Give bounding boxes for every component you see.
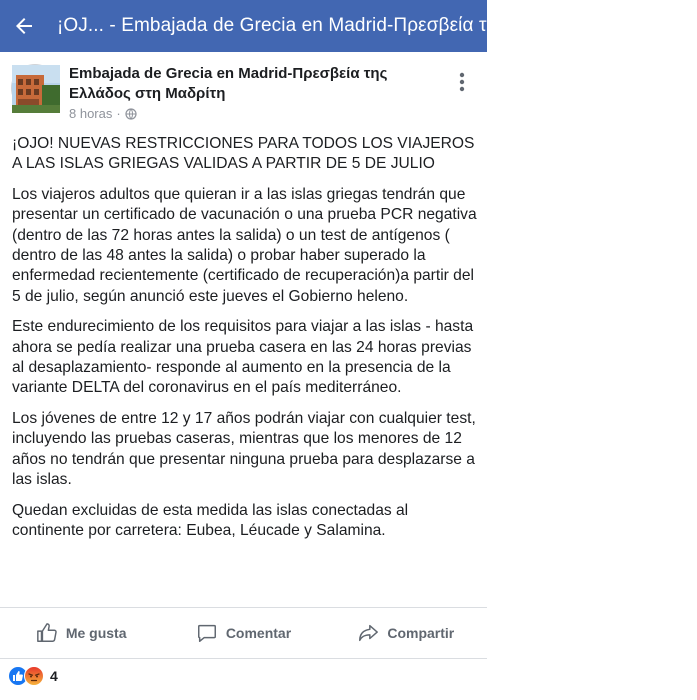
arrow-left-icon xyxy=(12,14,36,38)
globe-icon xyxy=(125,108,137,120)
share-button[interactable] xyxy=(325,608,487,658)
comment-button[interactable] xyxy=(162,608,324,658)
share-arrow-icon xyxy=(357,622,379,644)
post-paragraph: Los viajeros adultos que quieran ir a las islas griegas tendrán que presentar un certificado de vacunación o una prueba PCR negativa (dentro de las 72 horas antes la salida) o un test de antígenos ( dentro de las 48 antes la salida) o probar haber superado la enfermedad recientemente (certificado de recuperación)a partir del 5 de julio, según anunció este jueves el Gobierno heleno. xyxy=(12,185,477,305)
post-meta xyxy=(69,106,137,121)
like-button[interactable] xyxy=(0,608,162,658)
top-app-bar xyxy=(0,0,697,52)
reactions-summary[interactable] xyxy=(8,664,58,688)
post-paragraph: ¡OJO! NUEVAS RESTRICCIONES PARA TODOS LOS VIAJEROS A LAS ISLAS GRIEGAS VALIDAS A PARTIR DE 5 DE JULIO xyxy=(12,135,475,173)
like-label: Me gusta xyxy=(65,625,127,641)
post-paragraph: Este endurecimiento de los requisitos para viajar a las islas - hasta ahora se pedía realizar una prueba casera en las 24 horas previas al desaplazamiento- responde al aumento en la presencia de la variante DELTA del coronavirus en el país mediterráneo. xyxy=(12,318,474,397)
more-options-button[interactable] xyxy=(450,70,474,94)
share-label: Compartir xyxy=(387,625,455,641)
thumbs-up-icon xyxy=(36,622,58,644)
back-button[interactable] xyxy=(2,0,45,52)
post-text xyxy=(12,134,480,551)
page-title: ¡OJ... - Embajada de Grecia en Madrid-Πρεσβεία της Ελλάδος στη Μαδρίτη xyxy=(57,15,697,36)
angry-icon xyxy=(24,666,44,686)
more-vertical-icon xyxy=(450,70,474,94)
reaction-count: 4 xyxy=(50,668,58,684)
post-paragraph: Quedan excluidas de esta medida las islas conectadas al continente por carretera: Eubea, Léucade y Salamina. xyxy=(12,501,409,539)
meta-separator: · xyxy=(116,106,121,121)
speech-bubble-icon xyxy=(196,622,218,644)
post-time[interactable]: 8 horas xyxy=(69,106,113,121)
page-name-link[interactable]: Embajada de Grecia en Madrid-Πρεσβεία της Ελλάδος στη Μαδρίτη xyxy=(69,65,388,102)
post-paragraph: Los jóvenes de entre 12 y 17 años podrán viajar con cualquier test, incluyendo las pruebas caseras, mientras que los menores de 12 años no tendrán que presentar ninguna prueba para desplazarse a las islas. xyxy=(12,409,476,489)
post-header xyxy=(0,52,487,124)
page-profile-image xyxy=(12,65,60,113)
post-action-bar xyxy=(0,607,487,659)
comment-label: Comentar xyxy=(225,625,292,641)
avatar[interactable] xyxy=(11,64,59,112)
